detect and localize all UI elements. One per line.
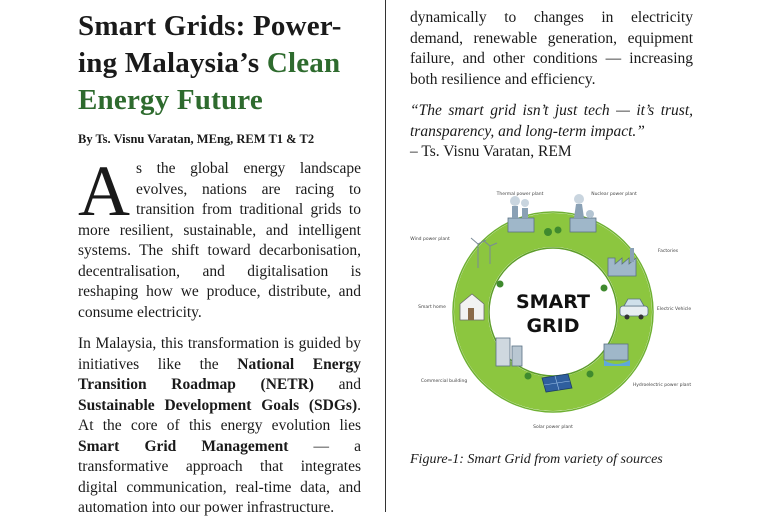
drop-cap: A (78, 151, 130, 231)
smart-grid-bold: Smart Grid Management (78, 437, 289, 455)
figure-caption: Figure-1: Smart Grid from variety of sources (410, 452, 663, 467)
netr-bold: National Energy Transition Roadmap (NETR) (78, 355, 361, 393)
para2-text-c: and (313, 376, 361, 393)
title-main: Smart Grids: Power-ing Malaysia’s (78, 10, 342, 79)
byline: By Ts. Visnu Varatan, MEng, REM T1 & T2 (78, 132, 315, 146)
center-grid: GRID (526, 315, 580, 337)
malaysia-paragraph (78, 334, 361, 519)
right-column (410, 8, 693, 163)
para2-text-a: In Malaysia, this transformation is guided by initiatives like the (78, 335, 361, 373)
label-ev: Electric Vehicle (656, 307, 692, 312)
intro-text: s the global energy landscape evolves, nations are racing to transition from traditional grids to more resilient, sustainable, and intelligent systems. The shift toward decarbonisation, decentralisation, and digitalisation is reshaping how we produce, distribute, and consume electricity. (78, 160, 361, 321)
label-factories: Factories (657, 249, 679, 254)
quote-author: – Ts. Visnu Varatan, REM (410, 143, 572, 160)
sdg-bold: Sustainable Development Goals (SDGs) (78, 396, 358, 414)
article-title (78, 8, 361, 119)
label-nuclear: Nuclear power plant (591, 192, 637, 197)
label-thermal: Thermal power plant (496, 192, 544, 197)
left-column (78, 8, 361, 530)
nuclear-plant-icon (570, 194, 596, 232)
column-divider (385, 0, 386, 512)
label-solar: Solar power plant (533, 425, 573, 430)
smart-grid-figure (408, 188, 698, 438)
continuation-paragraph: dynamically to changes in electricity demand, renewable generation, equipment failure, and other conditions — increasing both resilience and efficiency. (410, 9, 693, 88)
center-smart: SMART (515, 291, 591, 313)
label-commercial: Commercial building (420, 379, 468, 384)
pull-quote: “The smart grid isn’t just tech — it’s trust, transparency, and long-term impact.” (410, 102, 693, 140)
title-highlight: Clean Energy Future (78, 47, 341, 116)
para2-text-d: . At the core of this energy evolution lies (78, 396, 361, 434)
label-smart-home: Smart home (418, 305, 446, 310)
para2-text-e: — a transformative approach that integrates digital communication, real-time data, and automation into our power infrastructure. (78, 437, 361, 516)
label-wind: Wind power plant (410, 237, 450, 242)
intro-paragraph (78, 151, 361, 323)
label-hydro: Hydroelectric power plant (632, 383, 692, 388)
